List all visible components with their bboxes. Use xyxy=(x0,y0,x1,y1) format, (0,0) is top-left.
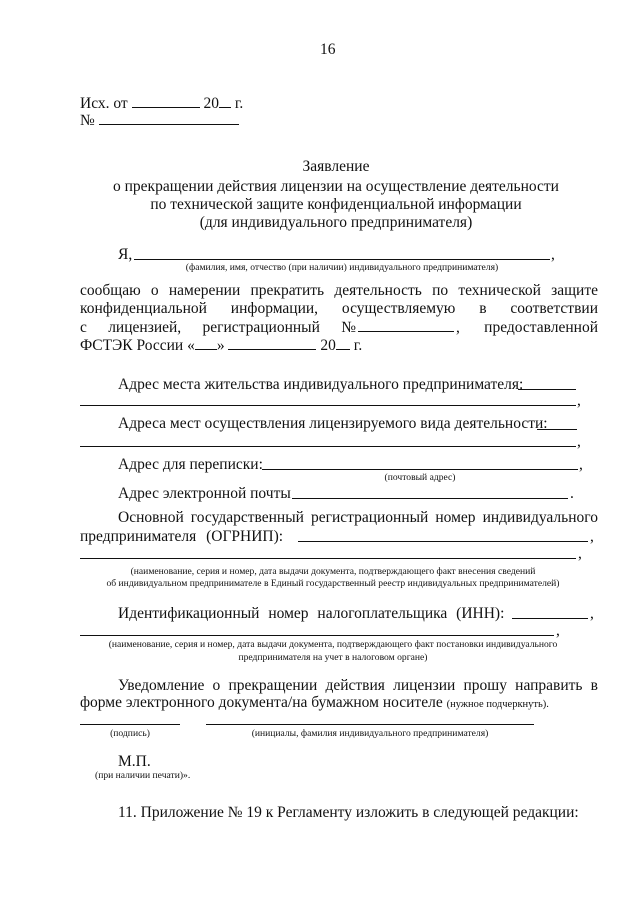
ref-date-blank[interactable] xyxy=(132,93,200,108)
places-field-2[interactable] xyxy=(80,446,576,447)
notice-text: форме электронного документа/на бумажном носителе xyxy=(80,694,443,711)
number-sign: № xyxy=(80,112,95,129)
name-field[interactable] xyxy=(206,724,534,725)
places-label: Адреса мест осуществления лицензируемого вида деятельности: xyxy=(118,415,548,432)
inn-comma-2: , xyxy=(556,622,560,639)
applicant-prefix: Я, xyxy=(118,246,133,263)
title-line-2: о прекращении действия лицензии на осуществление деятельности xyxy=(113,178,559,195)
stamp-hint: (при наличии печати)». xyxy=(95,770,191,781)
ogrnip-line-2: предпринимателя (ОГРНИП): xyxy=(80,528,284,545)
applicant-comma: , xyxy=(551,246,555,263)
body-line-2: конфиденциальной информации, осуществляемую в соответствии xyxy=(80,300,598,317)
title-line-3: по технической защите конфиденциальной информации xyxy=(150,196,522,213)
number-blank[interactable] xyxy=(99,110,239,125)
residence-field-2[interactable] xyxy=(80,405,576,406)
inn-comma: , xyxy=(590,605,594,622)
ogrnip-field-2[interactable] xyxy=(80,558,576,559)
signature-field[interactable] xyxy=(80,724,180,725)
places-field-1[interactable] xyxy=(537,429,577,430)
title-line-1: Заявление xyxy=(302,158,370,175)
inn-label: Идентификационный номер налогоплательщика (ИНН): xyxy=(118,605,505,622)
body-line-4 xyxy=(80,335,362,356)
residence-label: Адрес места жительства индивидуального предпринимателя: xyxy=(118,376,524,393)
inn-hint-1: (наименование, серия и номер, дата выдачи документа, подтверждающего факт постановки индивидуального xyxy=(108,639,558,650)
ogrnip-field-1[interactable] xyxy=(298,541,588,542)
notice-line-2 xyxy=(80,693,549,713)
fstec-label: ФСТЭК России « xyxy=(80,337,195,354)
applicant-hint: (фамилия, имя, отчество (при наличии) индивидуального предпринимателя) xyxy=(185,262,499,273)
license-month-field[interactable] xyxy=(228,335,316,350)
postal-comma: , xyxy=(579,456,583,473)
postal-field[interactable] xyxy=(262,469,578,470)
quote-close: » xyxy=(216,337,225,354)
outgoing-number xyxy=(80,110,239,131)
inn-hint-2: предпринимателя на учет в налоговом органе) xyxy=(238,652,428,663)
ogrnip-hint-2: об индивидуальном предпринимателе в Единый государственный реестр индивидуальных предпринимателей) xyxy=(106,578,560,589)
ref-year-suffix: г. xyxy=(234,95,244,112)
ogrnip-hint-1: (наименование, серия и номер, дата выдачи документа, подтверждающего факт внесения сведений xyxy=(130,566,536,577)
appendix-item: 11. Приложение № 19 к Регламенту изложить в следующей редакции: xyxy=(118,804,579,821)
inn-field-1[interactable] xyxy=(512,618,588,619)
email-period: . xyxy=(570,485,574,502)
residence-comma: , xyxy=(577,392,581,409)
license-year-prefix: 20 xyxy=(320,337,336,354)
email-field[interactable] xyxy=(292,498,568,499)
year-suffix: г. xyxy=(353,337,363,354)
postal-label: Адрес для переписки: xyxy=(118,456,263,473)
ogrnip-comma: , xyxy=(590,528,594,545)
applicant-name-field[interactable] xyxy=(134,259,550,260)
license-year-field[interactable] xyxy=(336,335,350,350)
ogrnip-comma-2: , xyxy=(578,545,582,562)
ref-year-blank[interactable] xyxy=(219,93,231,108)
title-line-4: (для индивидуального предпринимателя) xyxy=(199,214,473,231)
license-day-field[interactable] xyxy=(195,335,217,350)
license-number-label: с лицензией, регистрационный № xyxy=(80,319,356,336)
page-number: 16 xyxy=(320,41,336,58)
inn-field-2[interactable] xyxy=(80,635,554,636)
places-comma: , xyxy=(577,433,581,450)
stamp-label: М.П. xyxy=(118,753,151,770)
body-line-1: сообщаю о намерении прекратить деятельность по технической защите xyxy=(80,282,598,299)
ogrnip-line-1: Основной государственный регистрационный номер индивидуального xyxy=(118,509,598,526)
notice-line-1: Уведомление о прекращении действия лицензии прошу направить в xyxy=(118,677,598,694)
email-label: Адрес электронной почты xyxy=(118,485,291,502)
license-number-field[interactable] xyxy=(358,317,454,332)
ref-year: 20 xyxy=(203,95,219,112)
provided-label: , предоставленной xyxy=(456,319,598,336)
signature-hint: (подпись) xyxy=(110,728,150,739)
ref-prefix: Исх. от xyxy=(80,95,128,112)
notice-note: (нужное подчеркнуть). xyxy=(446,699,549,710)
name-hint: (инициалы, фамилия индивидуального предпринимателя) xyxy=(251,728,489,739)
residence-field-1[interactable] xyxy=(518,389,576,390)
postal-hint: (почтовый адрес) xyxy=(384,472,456,483)
